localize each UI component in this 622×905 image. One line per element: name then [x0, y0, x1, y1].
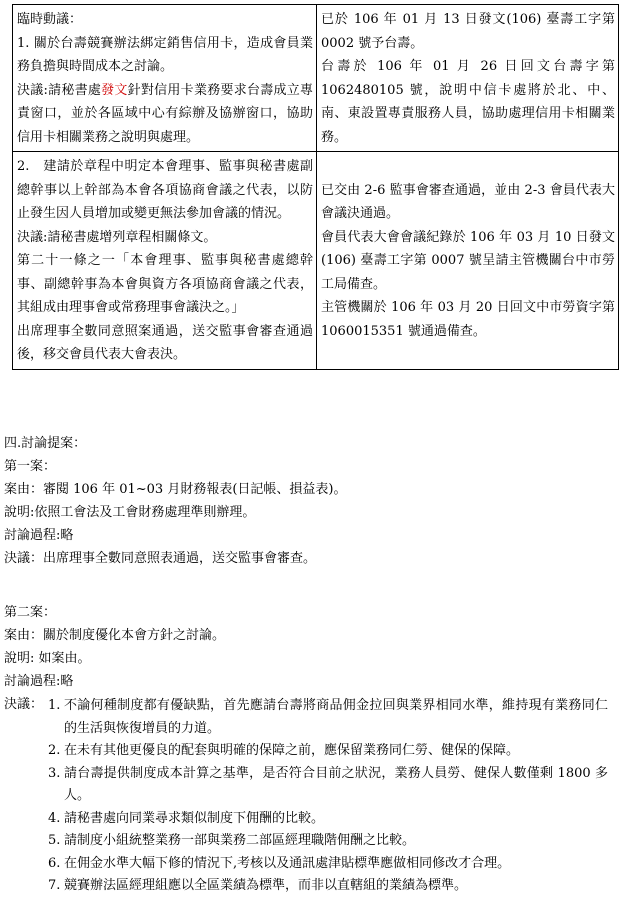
status-text: 已於 106 年 01 月 13 日發文(106) 臺壽工字第 0002 號予台壽。 — [321, 12, 615, 51]
list-item: 7. 競賽辦法區經理組應以全區業績為標準，而非以直轄組的業績為標準。 — [48, 878, 468, 893]
table-row — [13, 5, 619, 152]
case-title: 第二案： — [4, 605, 57, 620]
case-resolution: 決議：出席理事全數同意照表通過，送交監事會審查。 — [4, 551, 317, 566]
table-row — [13, 152, 619, 370]
case-process: 討論過程:略 — [4, 674, 74, 689]
motion-resolution: 決議:請秘書處增列章程相關條文。 — [17, 229, 217, 245]
motion-cell — [13, 5, 317, 152]
highlighted-text: 發文 — [101, 82, 128, 98]
discussion-section — [4, 432, 616, 570]
status-text: 台壽於 106 年 01 月 26 日回文台壽字第 1062480105 號，說明中信卡處將於北、中、南、東設置專責服務人員，協助處理信用卡相關業務。 — [321, 59, 615, 145]
motion-resolution: 決議:請秘書處發文針對信用卡業務要求台壽成立專責窗口，並於各區域中心有綜辦及協辦窗口，協助信用卡相關業務之說明與處理。 — [17, 82, 313, 145]
resolution-list — [48, 695, 608, 898]
vote-result: 出席理事全數同意照案通過，送交監事會審查通過後，移交會員代表大會表決。 — [17, 323, 313, 362]
resolution-label: 決議： — [4, 697, 44, 712]
list-item: 6. 在佣金水準大幅下修的情況下,考核以及通訊處津貼標準應做相同修改才合理。 — [48, 855, 511, 871]
interim-motion-heading: 臨時動議： — [17, 12, 83, 27]
list-item: 4. 請秘書處向同業尋求類似制度下佣酬的比較。 — [48, 810, 325, 826]
list-item: 2. 在未有其他更優良的配套與明確的保障之前，應保留業務同仁勞、健保的保障。 — [48, 743, 520, 758]
motion-text: 2. 建請於章程中明定本會理事、監事與秘書處副總幹事以上幹部為本會各項協商會議之代表，以防止發生因人員增加或變更無法參加會議的情況。 — [17, 159, 313, 221]
case-title: 第一案： — [4, 459, 57, 474]
list-item: 3. 請台壽提供制度成本計算之基準，是否符合目前之狀況，業務人員勞、健保人數僅剩 1800 多人。 — [48, 765, 608, 803]
case-explain: 說明:依照工會法及工會財務處理準則辦理。 — [4, 505, 256, 520]
status-text: 會員代表大會會議紀錄於 106 年 03 月 10 日發文(106) 臺壽工字第 0007 號呈請主管機關台中市勞工局備查。 — [321, 229, 615, 292]
list-item: 5. 請制度小組統整業務一部與業務二部區經理職階佣酬之比較。 — [48, 833, 416, 848]
charter-article: 第二十一條之一「本會理事、監事與秘書處總幹事、副總幹事為本會與資方各項協商會議之代表，其組成由理事會或常務理事會議決之。」 — [17, 253, 313, 315]
case-explain: 說明: 如案由。 — [4, 651, 91, 666]
status-text: 主管機關於 106 年 03 月 20 日回文中市勞資字第 1060015351 號通過備查。 — [321, 300, 615, 339]
case-reason: 案由：關於制度優化本會方針之討論。 — [4, 628, 226, 643]
status-cell — [317, 5, 619, 152]
motions-table — [12, 4, 619, 370]
case-reason: 案由：審閱 106 年 01~03 月財務報表(日記帳、損益表)。 — [4, 482, 347, 497]
case-process: 討論過程:略 — [4, 528, 74, 543]
status-text: 已交由 2-6 監事會審查通過，並由 2-3 會員代表大會議決通過。 — [321, 182, 615, 221]
status-cell — [317, 152, 619, 370]
motion-text: 1. 關於台壽競賽辦法綁定銷售信用卡，造成會員業務負擔與時間成本之討論。 — [17, 35, 313, 74]
section-title: 四.討論提案： — [4, 436, 87, 451]
list-item: 1. 不論何種制度都有優缺點，首先應請台壽將商品佣金拉回與業界相同水準，維持現有業務同仁的生活與恢復增員的力道。 — [48, 698, 608, 736]
motion-cell — [13, 152, 317, 370]
